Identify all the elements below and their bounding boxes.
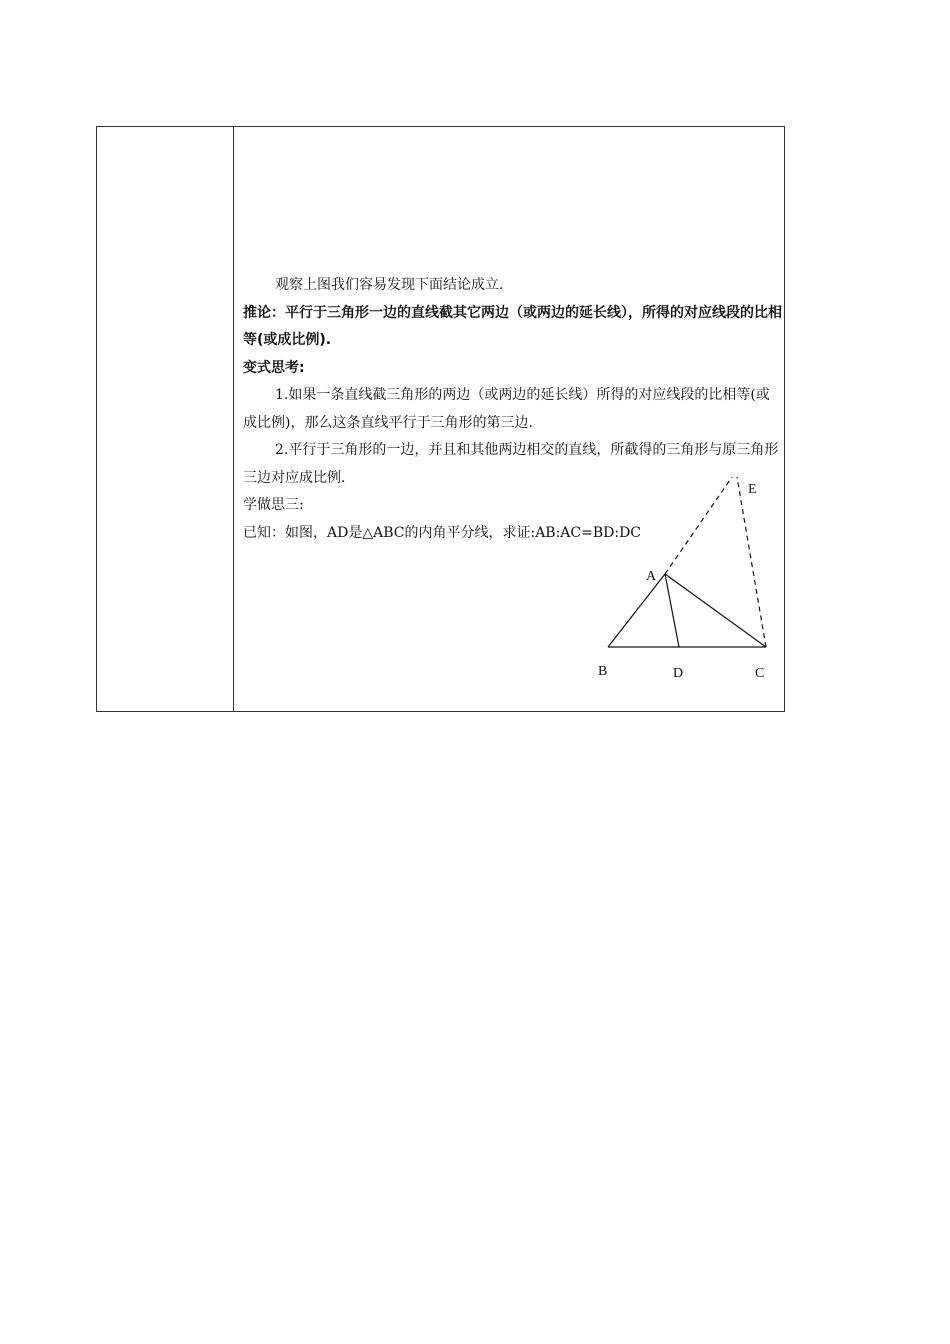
label-e: E xyxy=(748,482,757,497)
label-c: C xyxy=(755,666,765,681)
variant-title: 变式思考: xyxy=(243,359,305,376)
bisector-ad xyxy=(665,574,679,647)
label-a: A xyxy=(646,569,657,584)
variant-2-text: 2.平行于三角形的一边，并且和其他两边相交的直线，所截得的三角形与原三角形三边对应成比例. xyxy=(243,442,779,486)
side-ac xyxy=(665,574,766,647)
label-b: B xyxy=(598,664,608,679)
segment-ce xyxy=(737,477,766,647)
extension-ae xyxy=(665,477,732,574)
given-text: 已知：如图，AD是△ABC的内角平分线，求证:AB:AC=BD:DC xyxy=(243,524,642,541)
side-ab xyxy=(608,574,665,647)
practice-title: 学做思三: xyxy=(243,497,304,513)
observe-text: 观察上图我们容易发现下面结论成立. xyxy=(275,277,504,293)
corollary-text: 推论：平行于三角形一边的直线截其它两边（或两边的延长线），所得的对应线段的比相等(或成比例). xyxy=(243,304,782,348)
label-d: D xyxy=(673,666,684,681)
variant-1-text: 1.如果一条直线截三角形的两边（或两边的延长线）所得的对应线段的比相等(或成比例)，那么这条直线平行于三角形的第三边. xyxy=(243,387,770,431)
